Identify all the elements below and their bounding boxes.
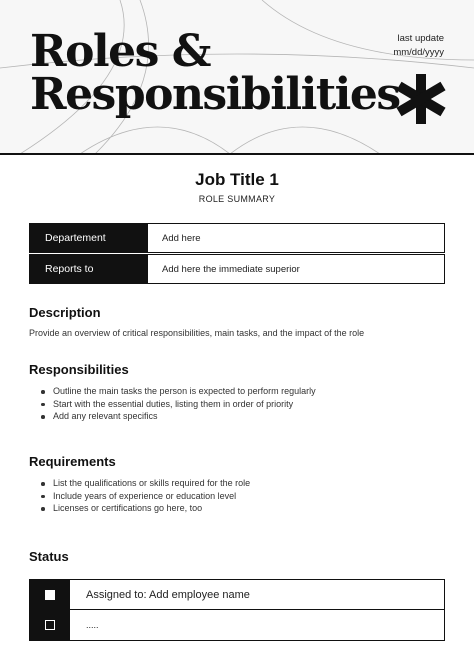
status-heading: Status bbox=[29, 549, 69, 564]
list-item: Licenses or certifications go here, too bbox=[39, 502, 250, 515]
status-row bbox=[29, 579, 445, 610]
last-update bbox=[393, 32, 444, 60]
requirements-heading: Requirements bbox=[29, 454, 116, 469]
role-summary-label: ROLE SUMMARY bbox=[198, 194, 276, 204]
job-title: Job Title 1 bbox=[195, 170, 279, 189]
list-item: Outline the main tasks the person is expected to perform regularly bbox=[39, 385, 316, 398]
info-row-reports-to bbox=[29, 254, 445, 284]
status-row bbox=[29, 610, 445, 641]
list-item: List the qualifications or skills required for the role bbox=[39, 477, 250, 490]
responsibilities-heading: Responsibilities bbox=[29, 362, 129, 377]
status-table bbox=[29, 579, 445, 641]
description-heading: Description bbox=[29, 305, 101, 320]
page-title-line-2: Responsibilities bbox=[30, 69, 400, 120]
page-title-line-1: Roles & bbox=[30, 26, 210, 77]
checkbox-checked-icon bbox=[45, 590, 55, 600]
status-checkbox[interactable] bbox=[30, 610, 70, 640]
info-value-field[interactable]: Add here bbox=[162, 232, 201, 244]
checkbox-unchecked-icon bbox=[45, 620, 55, 630]
responsibilities-list bbox=[39, 385, 316, 423]
info-label: Reports to bbox=[30, 255, 148, 283]
asterisk-icon bbox=[394, 72, 448, 126]
header-banner bbox=[0, 0, 474, 154]
status-checkbox[interactable] bbox=[30, 580, 70, 609]
last-update-label: last update bbox=[397, 33, 444, 44]
last-update-date: mm/dd/yyyy bbox=[393, 47, 444, 58]
info-row-department bbox=[29, 223, 445, 253]
status-text[interactable]: ..... bbox=[86, 620, 99, 630]
info-value-field[interactable]: Add here the immediate superior bbox=[162, 263, 300, 275]
header-divider bbox=[0, 153, 474, 155]
description-text: Provide an overview of critical responsibilities, main tasks, and the impact of the role bbox=[29, 328, 365, 338]
list-item: Include years of experience or education level bbox=[39, 490, 250, 503]
status-text[interactable]: Assigned to: Add employee name bbox=[86, 588, 250, 601]
info-table bbox=[29, 223, 445, 284]
info-label: Departement bbox=[30, 224, 148, 252]
list-item: Add any relevant specifics bbox=[39, 410, 316, 423]
list-item: Start with the essential duties, listing them in order of priority bbox=[39, 398, 316, 411]
requirements-list bbox=[39, 477, 250, 515]
